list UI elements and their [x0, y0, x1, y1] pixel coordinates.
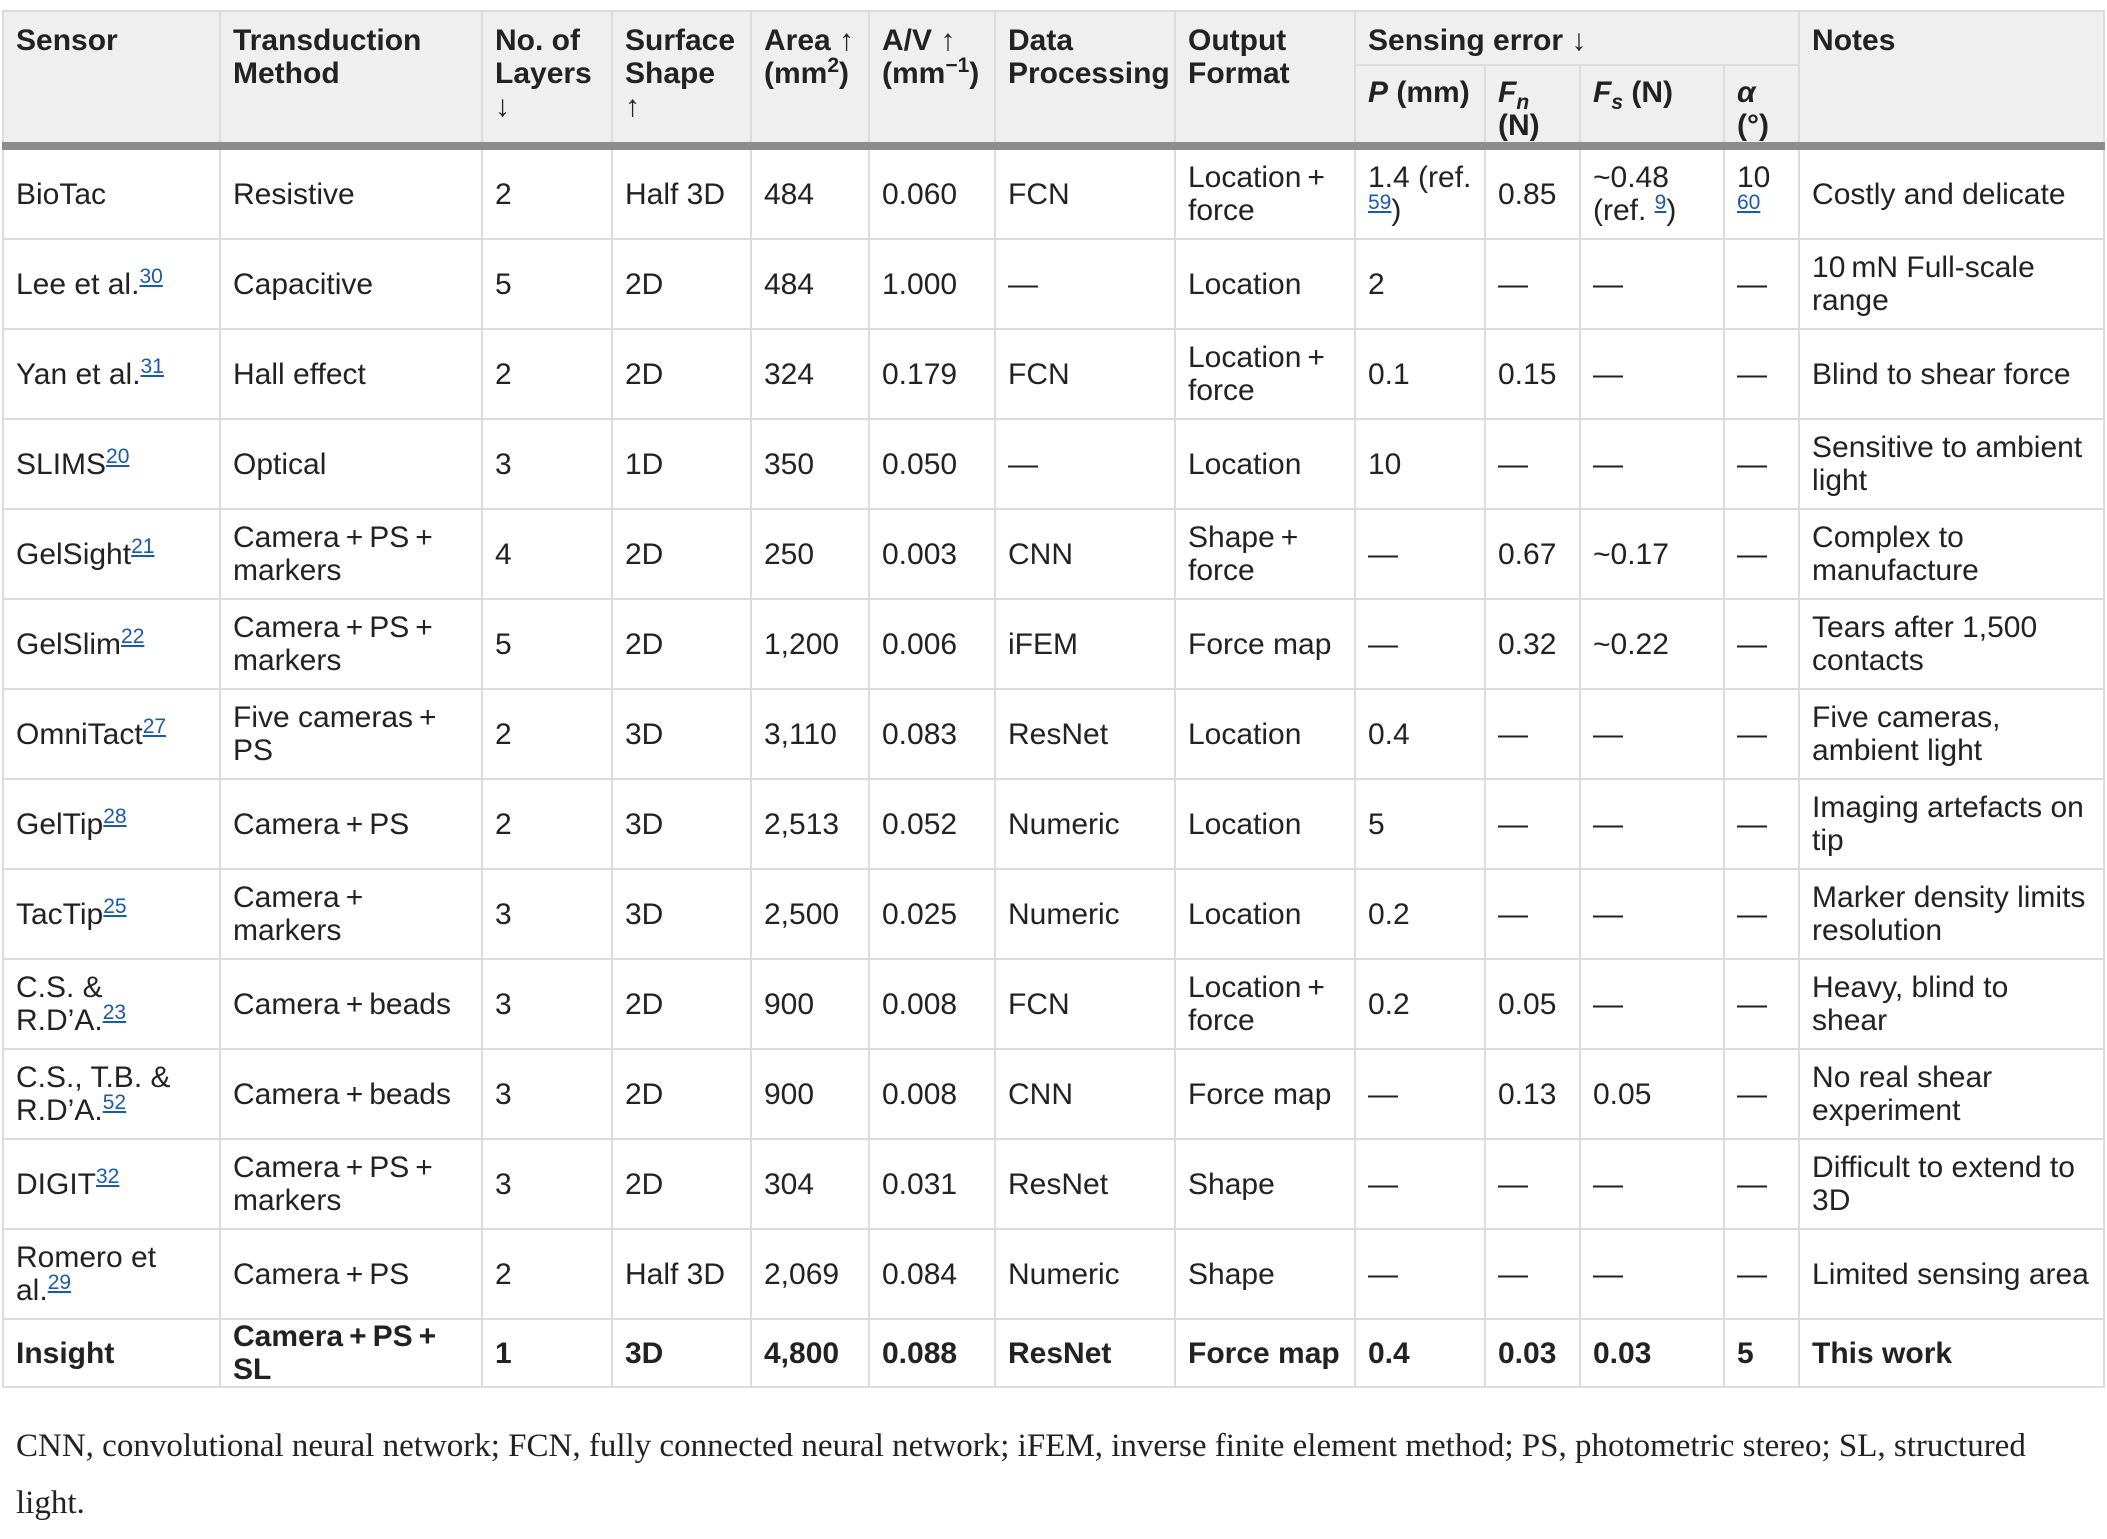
cell-normal-force-error: 0.85 — [1485, 146, 1580, 239]
cell-layers: 4 — [482, 509, 612, 599]
cell-output-format: Force map — [1175, 1049, 1355, 1139]
cell-surface-shape: 2D — [612, 329, 751, 419]
cell-layers: 2 — [482, 779, 612, 869]
cell-transduction: Camera + PS + SL — [220, 1319, 482, 1387]
cell-angle-error: 5 — [1724, 1319, 1799, 1387]
cell-output-format: Force map — [1175, 1319, 1355, 1387]
cell-surface-shape: 2D — [612, 1049, 751, 1139]
cell-normal-force-error: 0.05 — [1485, 959, 1580, 1049]
cell-layers: 3 — [482, 1049, 612, 1139]
cell-transduction: Resistive — [220, 146, 482, 239]
cell-notes: No real shear experiment — [1799, 1049, 2104, 1139]
reference-link[interactable]: 20 — [106, 444, 130, 468]
cell-output-format: Shape — [1175, 1229, 1355, 1319]
cell-shear-force-error: ~0.22 — [1580, 599, 1724, 689]
reference-link[interactable]: 25 — [103, 894, 127, 918]
cell-shear-force-error: — — [1580, 869, 1724, 959]
cell-output-format: Location — [1175, 779, 1355, 869]
reference-link[interactable]: 31 — [140, 354, 164, 378]
header-sensing-error: Sensing error ↓ — [1355, 11, 1799, 65]
sensor-comparison-table — [2, 10, 2105, 1388]
cell-output-format: Location — [1175, 239, 1355, 329]
cell-normal-force-error: 0.03 — [1485, 1319, 1580, 1387]
table-row — [3, 959, 2104, 1049]
cell-shear-force-error: — — [1580, 329, 1724, 419]
cell-transduction: Camera + PS — [220, 1229, 482, 1319]
cell-data-processing: — — [995, 419, 1175, 509]
cell-shear-force-error: — — [1580, 1139, 1724, 1229]
cell-av-ratio: 0.084 — [869, 1229, 995, 1319]
cell-normal-force-error: 0.67 — [1485, 509, 1580, 599]
cell-area: 1,200 — [751, 599, 869, 689]
header-output-format: Output Format — [1175, 11, 1355, 146]
cell-surface-shape: 1D — [612, 419, 751, 509]
cell-position-error: — — [1355, 1139, 1485, 1229]
cell-shear-force-error: ~0.48 (ref. $^9$) — [1580, 146, 1724, 239]
cell-normal-force-error: — — [1485, 419, 1580, 509]
cell-av-ratio: 0.003 — [869, 509, 995, 599]
cell-layers: 5 — [482, 599, 612, 689]
cell-surface-shape: 2D — [612, 239, 751, 329]
table-row — [3, 509, 2104, 599]
cell-sensor: C.S., T.B. & R.D’A.$^{52}$ — [3, 1049, 220, 1139]
cell-surface-shape: 3D — [612, 779, 751, 869]
cell-av-ratio: 0.008 — [869, 1049, 995, 1139]
cell-layers: 1 — [482, 1319, 612, 1387]
cell-data-processing: Numeric — [995, 1229, 1175, 1319]
cell-transduction: Camera + beads — [220, 959, 482, 1049]
reference-link[interactable]: 32 — [96, 1164, 120, 1188]
cell-data-processing: ResNet — [995, 1139, 1175, 1229]
cell-surface-shape: 2D — [612, 1139, 751, 1229]
reference-link[interactable]: 21 — [131, 534, 155, 558]
comparison-table-container — [0, 10, 2107, 1388]
cell-shear-force-error: — — [1580, 779, 1724, 869]
cell-angle-error: — — [1724, 329, 1799, 419]
cell-notes: Complex to manufacture — [1799, 509, 2104, 599]
cell-data-processing: Numeric — [995, 869, 1175, 959]
cell-transduction: Optical — [220, 419, 482, 509]
cell-layers: 2 — [482, 146, 612, 239]
cell-layers: 2 — [482, 1229, 612, 1319]
reference-link[interactable]: 60 — [1737, 191, 1761, 214]
cell-area: 3,110 — [751, 689, 869, 779]
cell-output-format: Force map — [1175, 599, 1355, 689]
cell-av-ratio: 0.088 — [869, 1319, 995, 1387]
header-transduction: Transduction Method — [220, 11, 482, 146]
cell-av-ratio: 0.083 — [869, 689, 995, 779]
cell-av-ratio: 1.000 — [869, 239, 995, 329]
cell-output-format: Location — [1175, 419, 1355, 509]
cell-transduction: Camera + PS + markers — [220, 509, 482, 599]
cell-area: 900 — [751, 959, 869, 1049]
cell-notes: Difficult to extend to 3D — [1799, 1139, 2104, 1229]
reference-link[interactable]: 29 — [47, 1271, 72, 1294]
cell-data-processing: CNN — [995, 1049, 1175, 1139]
cell-data-processing: — — [995, 239, 1175, 329]
reference-link[interactable]: 59 — [1368, 191, 1392, 214]
cell-av-ratio: 0.006 — [869, 599, 995, 689]
cell-surface-shape: 2D — [612, 599, 751, 689]
cell-layers: 3 — [482, 419, 612, 509]
cell-notes: Limited sensing area — [1799, 1229, 2104, 1319]
cell-av-ratio: 0.179 — [869, 329, 995, 419]
cell-angle-error: — — [1724, 509, 1799, 599]
cell-notes: Imaging artefacts on tip — [1799, 779, 2104, 869]
cell-output-format: Location — [1175, 869, 1355, 959]
cell-layers: 3 — [482, 869, 612, 959]
cell-normal-force-error: — — [1485, 779, 1580, 869]
table-row — [3, 689, 2104, 779]
cell-area: 484 — [751, 146, 869, 239]
cell-angle-error: — — [1724, 239, 1799, 329]
cell-notes: Heavy, blind to shear — [1799, 959, 2104, 1049]
cell-output-format: Shape — [1175, 1139, 1355, 1229]
table-row — [3, 1229, 2104, 1319]
cell-area: 250 — [751, 509, 869, 599]
cell-area: 304 — [751, 1139, 869, 1229]
cell-area: 2,069 — [751, 1229, 869, 1319]
table-row — [3, 419, 2104, 509]
cell-notes: Costly and delicate — [1799, 146, 2104, 239]
cell-surface-shape: 2D — [612, 959, 751, 1049]
cell-angle-error: — — [1724, 1049, 1799, 1139]
cell-shear-force-error: — — [1580, 959, 1724, 1049]
cell-surface-shape: 3D — [612, 869, 751, 959]
cell-position-error: 1.4 (ref. $^{59}$) — [1355, 146, 1485, 239]
cell-sensor: C.S. & R.D’A.$^{23}$ — [3, 959, 220, 1049]
cell-position-error: — — [1355, 1049, 1485, 1139]
cell-normal-force-error: 0.15 — [1485, 329, 1580, 419]
cell-transduction: Camera + PS — [220, 779, 482, 869]
table-row — [3, 1319, 2104, 1387]
cell-sensor: Romero et al.$^{29}$ — [3, 1229, 220, 1319]
reference-link[interactable]: 27 — [142, 714, 167, 738]
table-row — [3, 779, 2104, 869]
table-row — [3, 329, 2104, 419]
cell-position-error: — — [1355, 599, 1485, 689]
cell-data-processing: ResNet — [995, 689, 1175, 779]
reference-link[interactable]: 52 — [102, 1091, 127, 1114]
cell-layers: 2 — [482, 689, 612, 779]
header-row-1 — [3, 11, 2104, 65]
cell-layers: 3 — [482, 959, 612, 1049]
cell-angle-error: — — [1724, 1139, 1799, 1229]
cell-area: 484 — [751, 239, 869, 329]
cell-av-ratio: 0.050 — [869, 419, 995, 509]
cell-normal-force-error: — — [1485, 1139, 1580, 1229]
reference-link[interactable]: 9 — [1654, 191, 1667, 214]
cell-position-error: 2 — [1355, 239, 1485, 329]
cell-surface-shape: Half 3D — [612, 146, 751, 239]
cell-sensor: TacTip$^{25}$ — [3, 869, 220, 959]
cell-notes: 10 mN Full-scale range — [1799, 239, 2104, 329]
cell-sensor: BioTac — [3, 146, 220, 239]
cell-angle-error: — — [1724, 959, 1799, 1049]
cell-notes: Marker density limits resolution — [1799, 869, 2104, 959]
reference-link[interactable]: 30 — [139, 264, 163, 288]
cell-sensor: Insight — [3, 1319, 220, 1387]
cell-layers: 3 — [482, 1139, 612, 1229]
table-row — [3, 599, 2104, 689]
cell-area: 324 — [751, 329, 869, 419]
header-sensor: Sensor — [3, 11, 220, 146]
cell-angle-error: — — [1724, 1229, 1799, 1319]
cell-sensor: Yan et al.$^{31}$ — [3, 329, 220, 419]
cell-data-processing: ResNet — [995, 1319, 1175, 1387]
cell-sensor: SLIMS$^{20}$ — [3, 419, 220, 509]
cell-notes: Sensitive to ambient light — [1799, 419, 2104, 509]
cell-area: 4,800 — [751, 1319, 869, 1387]
cell-angle-error: — — [1724, 869, 1799, 959]
cell-data-processing: FCN — [995, 329, 1175, 419]
cell-sensor: GelTip$^{28}$ — [3, 779, 220, 869]
header-position-error: P (mm) — [1355, 65, 1485, 146]
cell-notes: This work — [1799, 1319, 2104, 1387]
cell-area: 2,500 — [751, 869, 869, 959]
cell-normal-force-error: — — [1485, 1229, 1580, 1319]
cell-normal-force-error: — — [1485, 239, 1580, 329]
cell-data-processing: FCN — [995, 146, 1175, 239]
header-angle-error: α (°) — [1724, 65, 1799, 146]
cell-angle-error: — — [1724, 599, 1799, 689]
cell-notes: Tears after 1,500 contacts — [1799, 599, 2104, 689]
cell-position-error: 0.4 — [1355, 689, 1485, 779]
cell-position-error: 0.4 — [1355, 1319, 1485, 1387]
reference-link[interactable]: 23 — [102, 1001, 127, 1024]
cell-av-ratio: 0.060 — [869, 146, 995, 239]
header-notes: Notes — [1799, 11, 2104, 146]
cell-output-format: Location — [1175, 689, 1355, 779]
cell-transduction: Capacitive — [220, 239, 482, 329]
cell-angle-error: 10 $^{60}$ — [1724, 146, 1799, 239]
cell-shear-force-error: — — [1580, 419, 1724, 509]
cell-shear-force-error: — — [1580, 1229, 1724, 1319]
cell-output-format: Shape + force — [1175, 509, 1355, 599]
cell-position-error: — — [1355, 509, 1485, 599]
cell-angle-error: — — [1724, 779, 1799, 869]
cell-transduction: Camera + beads — [220, 1049, 482, 1139]
header-normal-force-error: $F_n$ (N) — [1485, 65, 1580, 146]
header-area: Area ↑ $(mm^2)$ — [751, 11, 869, 146]
cell-normal-force-error: — — [1485, 689, 1580, 779]
cell-data-processing: CNN — [995, 509, 1175, 599]
cell-transduction: Five cameras + PS — [220, 689, 482, 779]
header-data-processing: Data Processing — [995, 11, 1175, 146]
cell-sensor: DIGIT$^{32}$ — [3, 1139, 220, 1229]
cell-area: 350 — [751, 419, 869, 509]
cell-transduction: Camera + PS + markers — [220, 1139, 482, 1229]
cell-shear-force-error: 0.05 — [1580, 1049, 1724, 1139]
cell-av-ratio: 0.031 — [869, 1139, 995, 1229]
table-row — [3, 1049, 2104, 1139]
cell-position-error: 0.2 — [1355, 959, 1485, 1049]
cell-surface-shape: 2D — [612, 509, 751, 599]
cell-angle-error: — — [1724, 689, 1799, 779]
cell-output-format: Location + force — [1175, 959, 1355, 1049]
reference-link[interactable]: 28 — [103, 804, 127, 828]
cell-normal-force-error: — — [1485, 869, 1580, 959]
cell-sensor: GelSlim$^{22}$ — [3, 599, 220, 689]
cell-position-error: — — [1355, 1229, 1485, 1319]
cell-normal-force-error: 0.32 — [1485, 599, 1580, 689]
cell-shear-force-error: — — [1580, 689, 1724, 779]
table-row — [3, 869, 2104, 959]
cell-surface-shape: 3D — [612, 689, 751, 779]
cell-layers: 5 — [482, 239, 612, 329]
table-row — [3, 1139, 2104, 1229]
cell-data-processing: Numeric — [995, 779, 1175, 869]
cell-surface-shape: 3D — [612, 1319, 751, 1387]
cell-normal-force-error: 0.13 — [1485, 1049, 1580, 1139]
table-row — [3, 239, 2104, 329]
cell-av-ratio: 0.008 — [869, 959, 995, 1049]
cell-sensor: OmniTact$^{27}$ — [3, 689, 220, 779]
cell-shear-force-error: ~0.17 — [1580, 509, 1724, 599]
cell-transduction: Hall effect — [220, 329, 482, 419]
cell-transduction: Camera + markers — [220, 869, 482, 959]
cell-position-error: 10 — [1355, 419, 1485, 509]
header-layers: No. of Layers ↓ — [482, 11, 612, 146]
table-caption: CNN, convolutional neural network; FCN, fully connected neural network; iFEM, inverse finite element method; PS, photometric stereo; SL, structured light. — [16, 1428, 2026, 1521]
cell-area: 900 — [751, 1049, 869, 1139]
header-shear-force-error: $F_s$ (N) — [1580, 65, 1724, 146]
cell-output-format: Location + force — [1175, 146, 1355, 239]
cell-shear-force-error: 0.03 — [1580, 1319, 1724, 1387]
cell-area: 2,513 — [751, 779, 869, 869]
cell-output-format: Location + force — [1175, 329, 1355, 419]
cell-angle-error: — — [1724, 419, 1799, 509]
cell-sensor: Lee et al.$^{30}$ — [3, 239, 220, 329]
cell-position-error: 5 — [1355, 779, 1485, 869]
header-av-ratio: A/V ↑ $(mm^{-1})$ — [869, 11, 995, 146]
cell-data-processing: FCN — [995, 959, 1175, 1049]
cell-sensor: GelSight$^{21}$ — [3, 509, 220, 599]
cell-shear-force-error: — — [1580, 239, 1724, 329]
header-surface-shape: Surface Shape ↑ — [612, 11, 751, 146]
cell-notes: Five cameras, ambient light — [1799, 689, 2104, 779]
table-body — [3, 146, 2104, 1387]
reference-link[interactable]: 22 — [121, 624, 145, 648]
cell-transduction: Camera + PS + markers — [220, 599, 482, 689]
cell-position-error: 0.1 — [1355, 329, 1485, 419]
cell-notes: Blind to shear force — [1799, 329, 2104, 419]
cell-position-error: 0.2 — [1355, 869, 1485, 959]
cell-data-processing: iFEM — [995, 599, 1175, 689]
cell-surface-shape: Half 3D — [612, 1229, 751, 1319]
cell-layers: 2 — [482, 329, 612, 419]
table-row — [3, 146, 2104, 239]
cell-av-ratio: 0.025 — [869, 869, 995, 959]
cell-av-ratio: 0.052 — [869, 779, 995, 869]
